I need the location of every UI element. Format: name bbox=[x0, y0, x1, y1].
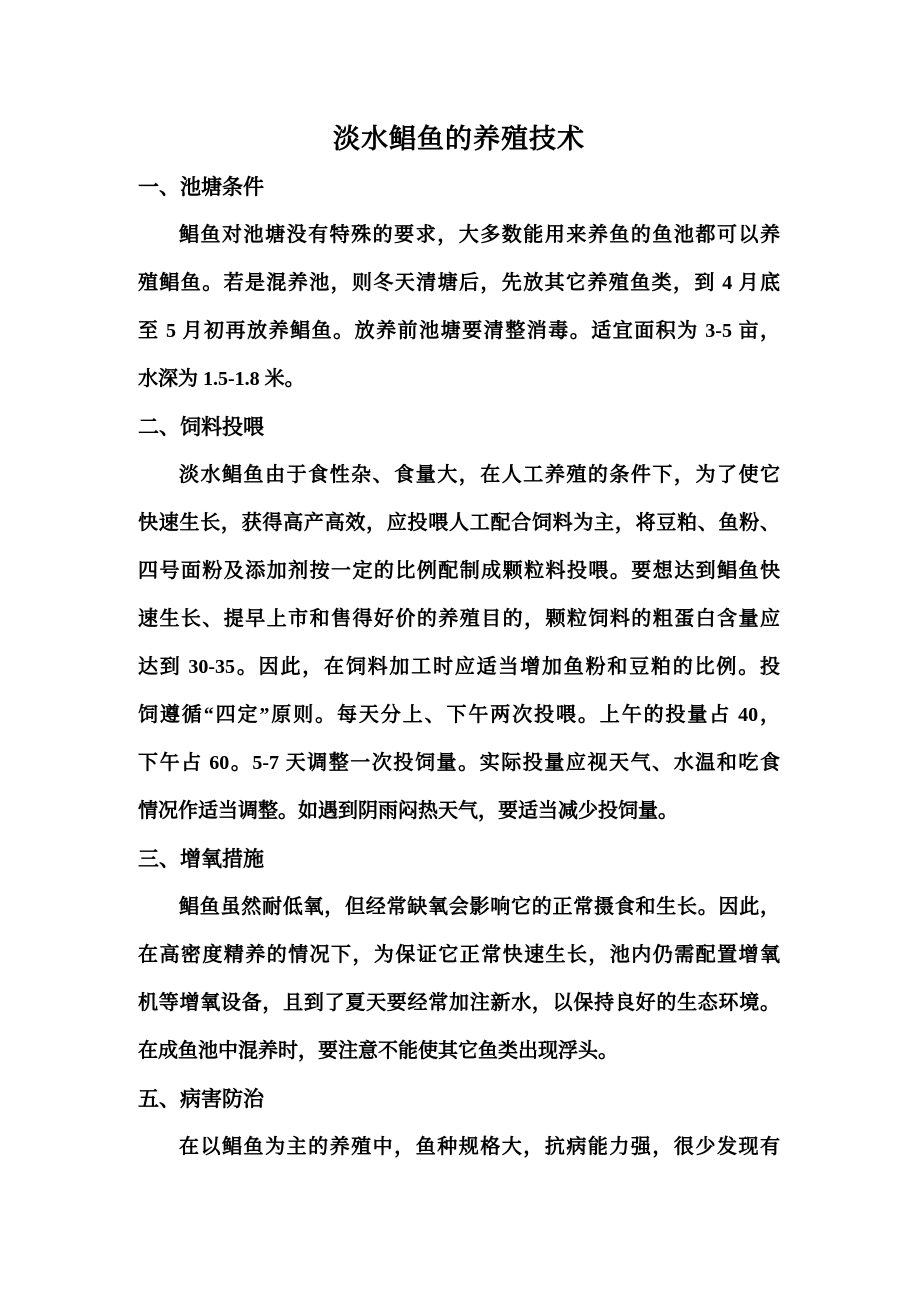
text-line: 水深为 1.5-1.8 米。 bbox=[138, 368, 305, 390]
document-title: 淡水鲳鱼的养殖技术 bbox=[333, 124, 585, 154]
text-line: 殖鲳鱼。若是混养池，则冬天清塘后，先放其它养殖鱼类，到 4 月底 bbox=[138, 272, 780, 294]
text-line: 在高密度精养的情况下，为保证它正常快速生长，池内仍需配置增氧 bbox=[138, 944, 780, 966]
text-line: 下午占 60。5-7 天调整一次投饲量。实际投量应视天气、水温和吃食 bbox=[138, 752, 780, 774]
section-heading: 二、饲料投喂 bbox=[138, 415, 264, 439]
text-line: 机等增氧设备，且到了夏天要经常加注新水，以保持良好的生态环境。 bbox=[138, 992, 780, 1014]
document-body bbox=[138, 163, 780, 1171]
text-line: 淡水鲳鱼由于食性杂、食量大，在人工养殖的条件下，为了使它 bbox=[179, 464, 780, 486]
section-heading: 五、病害防治 bbox=[138, 1087, 264, 1111]
section-heading: 一、池塘条件 bbox=[138, 175, 264, 199]
section-heading: 三、增氧措施 bbox=[138, 847, 264, 871]
text-line: 情况作适当调整。如遇到阴雨闷热天气，要适当减少投饲量。 bbox=[138, 800, 678, 822]
text-line: 四号面粉及添加剂按一定的比例配制成颗粒料投喂。要想达到鲳鱼快 bbox=[138, 560, 780, 582]
text-line: 鲳鱼虽然耐低氧，但经常缺氧会影响它的正常摄食和生长。因此， bbox=[179, 896, 780, 918]
text-line: 在成鱼池中混养时，要注意不能使其它鱼类出现浮头。 bbox=[138, 1040, 618, 1062]
text-line: 达到 30-35。因此，在饲料加工时应适当增加鱼粉和豆粕的比例。投 bbox=[138, 656, 780, 678]
text-line: 速生长、提早上市和售得好价的养殖目的，颗粒饲料的粗蛋白含量应 bbox=[138, 608, 780, 630]
document-content bbox=[138, 115, 780, 1171]
text-line: 快速生长，获得高产高效，应投喂人工配合饲料为主，将豆粕、鱼粉、 bbox=[138, 512, 780, 534]
text-line: 至 5 月初再放养鲳鱼。放养前池塘要清整消毒。适宜面积为 3-5 亩， bbox=[138, 320, 780, 342]
text-line: 鲳鱼对池塘没有特殊的要求，大多数能用来养鱼的鱼池都可以养 bbox=[179, 224, 780, 246]
text-line: 在以鲳鱼为主的养殖中，鱼种规格大，抗病能力强，很少发现有 bbox=[179, 1136, 780, 1158]
text-line: 饲遵循“四定”原则。每天分上、下午两次投喂。上午的投量占 40， bbox=[138, 704, 780, 726]
